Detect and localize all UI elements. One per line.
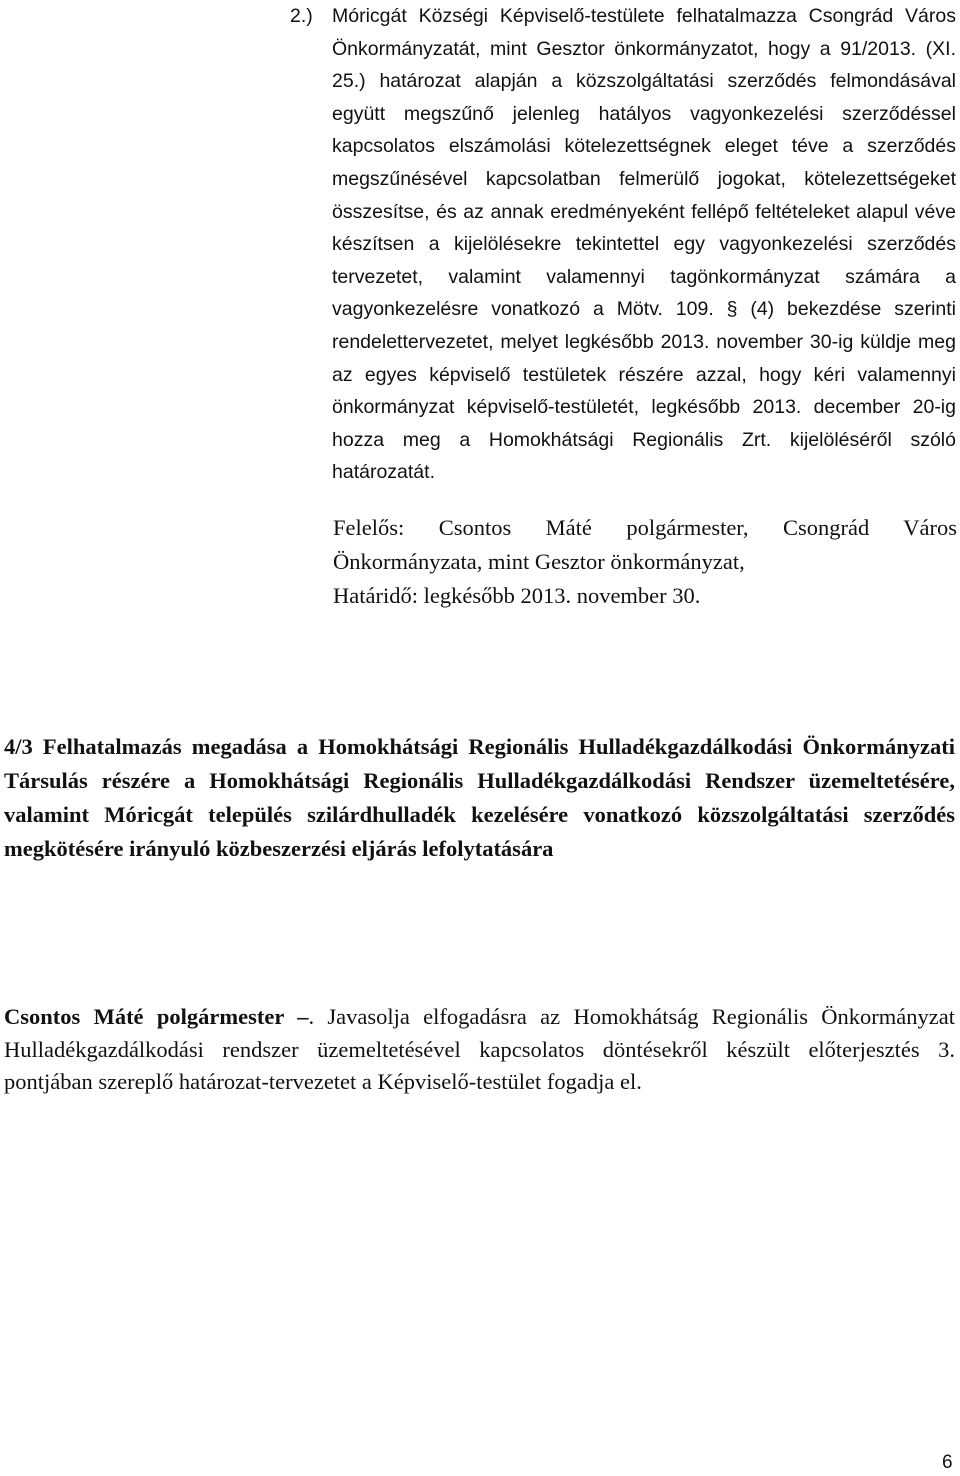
- statement-text: . Javasolja elfogadásra az Homokhátság Regionális Önkormányzat Hulladékgazdálkodási rendszer üzemeltetésével kapcsolatos döntésekről készült előterjesztés 3. pontjában szereplő határozat-tervezetet a Képviselő-testület fogadja el.: [4, 1004, 956, 1094]
- list-number: 2.): [290, 5, 313, 27]
- resolution-point-text: Móricgát Községi Képviselő-testülete felhatalmazza Csongrád Város Önkormányzatát, mint Gesztor önkormányzatot, hogy a 91/2013. (XI. 25.) határozat alapján a közszolgáltatási szerződés felmondásával együtt megszűnő jelenleg hatályos vagyonkezelési szerződéssel kapcsolatos elszámolási kötelezettségnek eleget téve a szerződés megszűnésével kapcsolatban felmerülő jogokat, kötelezettségeket összesítse, és az annak eredményeként fellépő feltételeket alapul véve készítsen a kijelölésekre tekintettel egy vagyonkezelési szerződés tervezetet, valamint valamennyi tagönkormányzat számára a vagyonkezelésre vonatkozó a Mötv. 109. § (4) bekezdése szerinti rendelettervezetet, melyet legkésőbb 2013. november 30-ig küldje meg az egyes képviselő testületek részére azzal, hogy kéri valamennyi önkormányzat képviselő-testületét, legkésőbb 2013. december 20-ig hozza meg a Homokhátsági Regionális Zrt. kijelöléséről szóló határozatát.: [332, 5, 956, 484]
- agenda-item-heading: 4/3 Felhatalmazás megadása a Homokhátsági Regionális Hulladékgazdálkodási Önkormányzati Társulás részére a Homokhátsági Regionális Hulladékgazdálkodási Rendszer üzemeltetésére, valamint Móricgát település szilárdhulladék kezelésére vonatkozó közszolgáltatási szerződés megkötésére irányuló közbeszerzési eljárás lefolytatására: [4, 734, 955, 861]
- responsible-deadline-block: [333, 511, 957, 613]
- mayor-statement: [4, 1001, 955, 1099]
- deadline-line: Határidő: legkésőbb 2013. november 30.: [333, 583, 701, 608]
- resolution-point-2: [292, 0, 956, 489]
- speaker-name: Csontos Máté polgármester –: [4, 1004, 309, 1029]
- page-number: 6: [942, 1452, 953, 1473]
- responsible-line: Felelős: Csontos Máté polgármester, Csongrád Város Önkormányzata, mint Gesztor önkormányzat,: [333, 515, 957, 574]
